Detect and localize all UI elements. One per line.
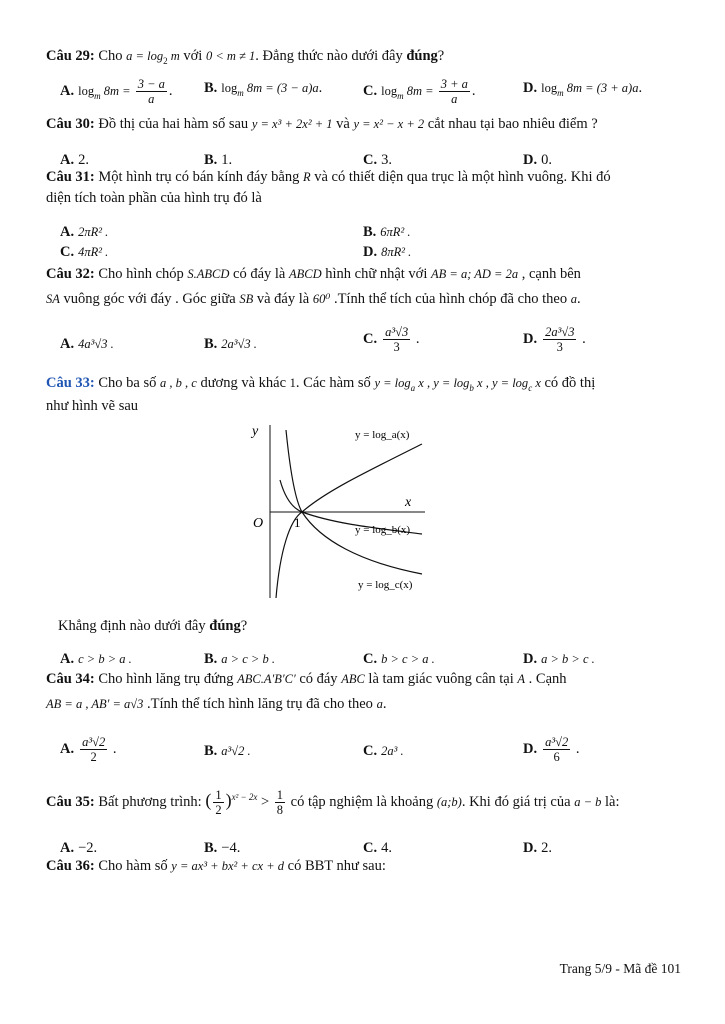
question-31: Câu 31: Một hình trụ có bán kính đáy bằng R và có thiết diện qua trục là một hình vuông. Khi đó bbox=[46, 169, 611, 185]
q33-option-b[interactable]: B. a > c > b . bbox=[204, 651, 275, 667]
curve-log-c bbox=[286, 430, 422, 574]
q32-option-d[interactable]: D. $\frac{\text{2a³√3}}{3}$ . bbox=[523, 325, 586, 354]
y-axis-label: y bbox=[252, 424, 259, 439]
q35-option-d[interactable]: D. 2. bbox=[523, 840, 552, 856]
q31-option-c[interactable]: C. 4πR² . bbox=[60, 244, 109, 260]
q34-option-d[interactable]: D. $\frac{\text{a³√2}}{6}$ . bbox=[523, 735, 580, 764]
question-33-cont: như hình vẽ sau bbox=[46, 398, 139, 414]
q35-option-a[interactable]: A. −2. bbox=[60, 840, 98, 856]
q31-option-a[interactable]: A. 2πR² . bbox=[60, 224, 109, 240]
q32-option-a[interactable]: A. 4a³√3 . bbox=[60, 336, 114, 352]
page-footer: Trang 5/9 - Mã đề 101 bbox=[559, 961, 681, 976]
question-34: Câu 34: Cho hình lăng trụ đứng ABC.A′B′C′ có đáy ABC là tam giác vuông cân tại A . Cạnh bbox=[46, 671, 567, 687]
curve-label-a: y = log_a(x) bbox=[355, 429, 410, 441]
q33-option-c[interactable]: C. b > c > a . bbox=[363, 651, 435, 667]
q29-option-d[interactable]: D. $\log_m 8m = (3 + a)a$. bbox=[523, 80, 643, 98]
question-29: Câu 29: Cho $a = \log_2 m$ với 0 < m ≠ 1. Đẳng thức nào dưới đây đúng? bbox=[46, 48, 445, 66]
q34-option-a[interactable]: A. $\frac{\text{a³√2}}{2}$ . bbox=[60, 735, 117, 764]
curve-label-c: y = log_c(x) bbox=[358, 579, 413, 591]
origin-label: O bbox=[253, 516, 264, 531]
question-32-cont: SA vuông góc với đáy . Góc giữa SB và đáy là 60⁰ .Tính thể tích của hình chóp đã cho theo a. bbox=[46, 291, 581, 307]
q33-option-a[interactable]: A. c > b > a . bbox=[60, 651, 132, 667]
q33-option-d[interactable]: D. a > b > c . bbox=[523, 651, 595, 667]
curve-label-b: y = log_b(x) bbox=[355, 524, 411, 536]
q32-option-c[interactable]: C. $\frac{\text{a³√3}}{3}$ . bbox=[363, 325, 420, 354]
q34-option-b[interactable]: B. a³√2 . bbox=[204, 743, 251, 759]
q34-option-c[interactable]: C. 2a³ . bbox=[363, 743, 404, 759]
q30-option-d[interactable]: D. 0. bbox=[523, 152, 552, 168]
question-33: Câu 33: Cho ba số a , b , c dương và khác 1. Các hàm số $y = \log_a x$ , $y = \log_b x$ , $y = \log_c x$ có đồ thị bbox=[46, 375, 596, 393]
x-axis-label: x bbox=[405, 495, 412, 510]
question-34-cont: AB = a , AB′ = a√3 .Tính thể tích hình lăng trụ đã cho theo a. bbox=[46, 696, 387, 712]
q29-option-c[interactable]: C. $\log_m 8m$ = $\frac{3 + a}{a}$ . bbox=[363, 77, 476, 106]
q30-option-a[interactable]: A. 2. bbox=[60, 152, 89, 168]
question-31-cont: diện tích toàn phần của hình trụ đó là bbox=[46, 190, 262, 206]
log-graph-figure bbox=[240, 420, 430, 600]
q31-option-d[interactable]: D. 8πR² . bbox=[363, 244, 412, 260]
q32-option-b[interactable]: B. 2a³√3 . bbox=[204, 336, 257, 352]
one-tick-label: 1 bbox=[294, 515, 301, 530]
q29-option-b[interactable]: B. $\log_m 8m = (3 - a)a$. bbox=[204, 80, 323, 98]
q35-option-b[interactable]: B. −4. bbox=[204, 840, 241, 856]
q29-option-a[interactable]: A. $\log_m 8m$ = $\frac{3 - a}{a}$ . bbox=[60, 77, 173, 106]
q30-option-c[interactable]: C. 3. bbox=[363, 152, 392, 168]
question-35: Câu 35: Bất phương trình: ( $\frac{1}{2}$ )$^{x^2 - 2x}$ > $\frac{1}{8}$ có tập nghiệm là khoảng (a;b). Khi đó giá trị của a − b là: bbox=[46, 788, 620, 818]
question-32: Câu 32: Cho hình chóp S.ABCD có đáy là ABCD hình chữ nhật với AB = a; AD = 2a , cạnh bên bbox=[46, 266, 581, 282]
q30-option-b[interactable]: B. 1. bbox=[204, 152, 233, 168]
question-30: Câu 30: Đồ thị của hai hàm số sau y = x³ + 2x² + 1 và y = x² − x + 2 cắt nhau tại bao nhiêu điểm ? bbox=[46, 116, 598, 132]
question-33-prompt: Khẳng định nào dưới đây đúng? bbox=[58, 618, 248, 634]
q31-option-b[interactable]: B. 6πR² . bbox=[363, 224, 411, 240]
question-36: Câu 36: Cho hàm số y = ax³ + bx² + cx + d có BBT như sau: bbox=[46, 858, 386, 874]
q35-option-c[interactable]: C. 4. bbox=[363, 840, 392, 856]
